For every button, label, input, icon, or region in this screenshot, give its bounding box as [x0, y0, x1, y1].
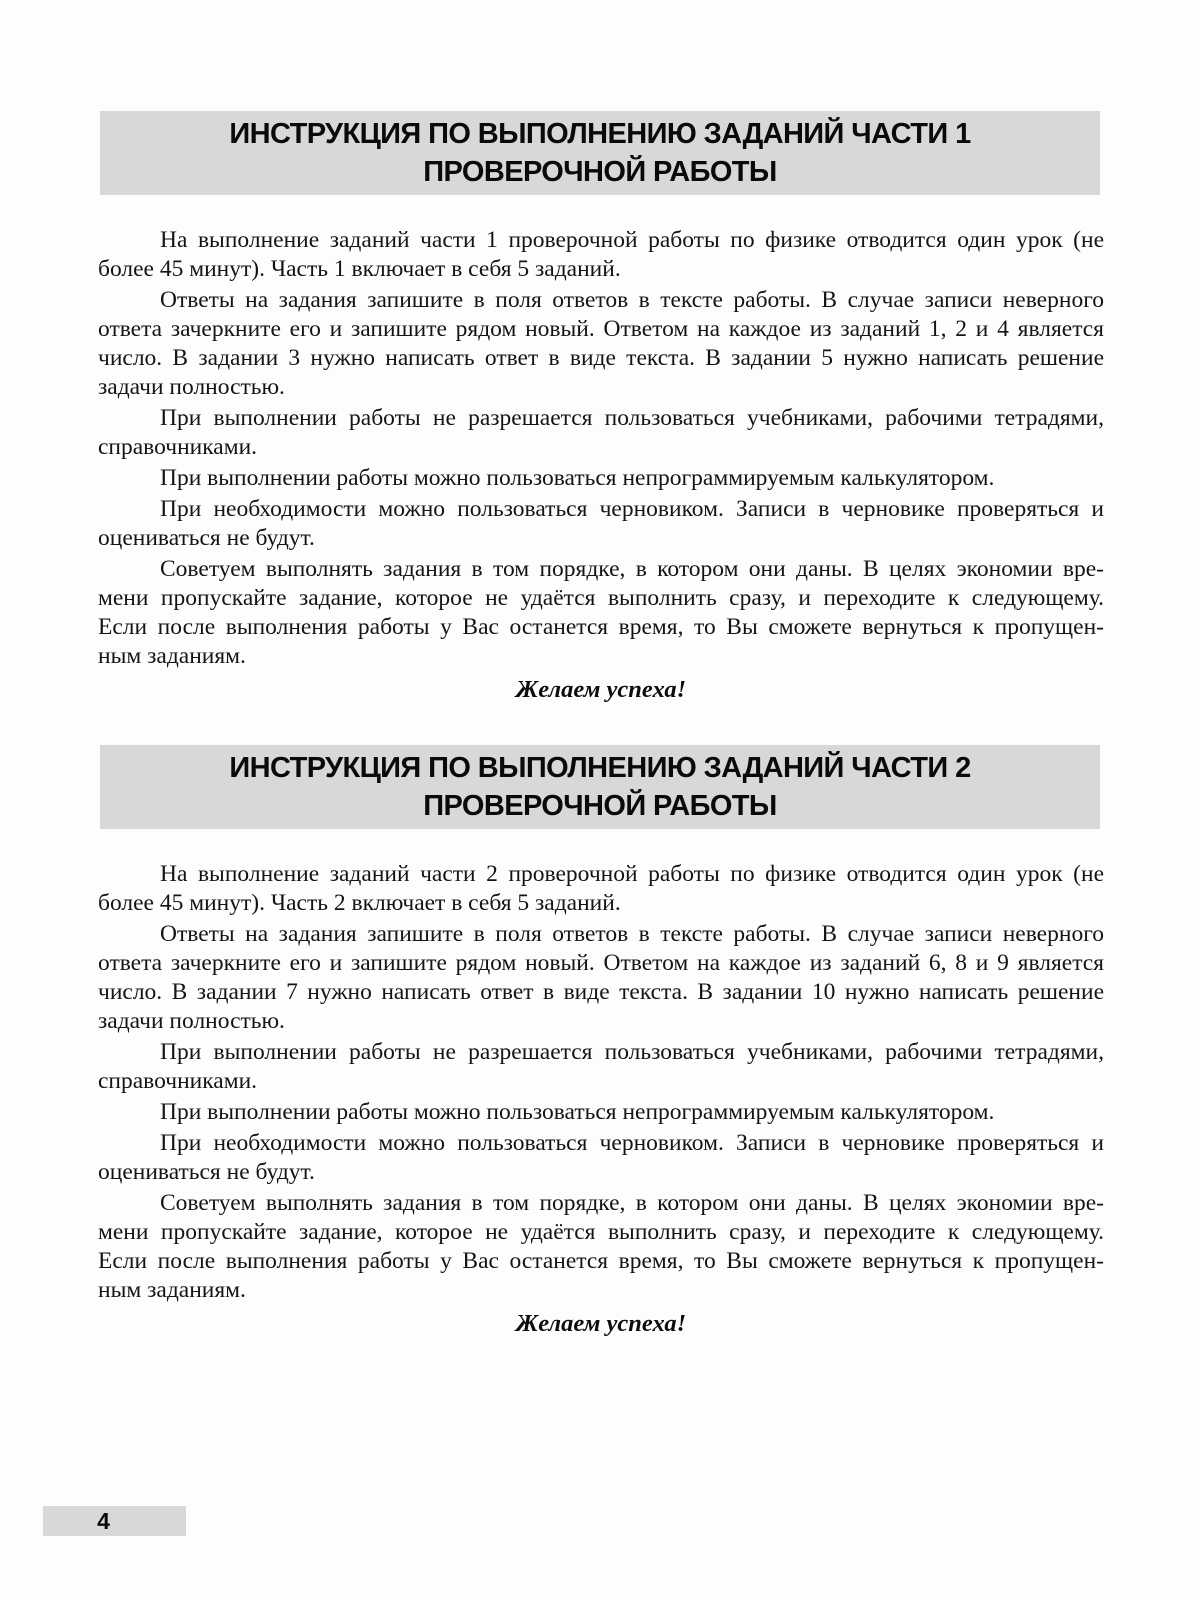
paragraph-line: более 45 минут). Часть 2 включает в себя 5 заданий. — [98, 890, 621, 916]
paragraph-line: Советуем выполнять задания в том порядке, в котором они даны. В целях экономии вре- — [160, 556, 1104, 582]
paragraph-line: При необходимости можно пользоваться черновиком. Записи в черновике проверяться и — [160, 1130, 1104, 1156]
instruction-section-part-1 — [0, 111, 1200, 704]
paragraph-line: задачи полностью. — [98, 1008, 285, 1034]
section-heading-line: ПРОВЕРОЧНОЙ РАБОТЫ — [423, 790, 777, 822]
page-number: 4 — [97, 1507, 110, 1534]
paragraph — [98, 860, 1104, 918]
paragraph-line: Если после выполнения работы у Вас останется время, то Вы сможете вернуться к пропущен- — [98, 614, 1104, 640]
paragraph-line: число. В задании 3 нужно написать ответ в виде текста. В задании 5 нужно написать решение — [98, 345, 1104, 371]
paragraph-line: На выполнение заданий части 1 проверочной работы по физике отводится один урок (не — [160, 227, 1104, 253]
paragraph-line: ным заданиям. — [98, 643, 246, 669]
paragraph-line: При выполнении работы не разрешается пользоваться учебниками, рабочими тетрадями, — [160, 1039, 1104, 1065]
section-heading-banner — [100, 111, 1100, 195]
paragraph — [98, 226, 1104, 284]
paragraph-line: Советуем выполнять задания в том порядке, в котором они даны. В целях экономии вре- — [160, 1190, 1104, 1216]
paragraph-line: При необходимости можно пользоваться черновиком. Записи в черновике проверяться и — [160, 496, 1104, 522]
paragraph — [98, 464, 1104, 493]
paragraph-line: мени пропускайте задание, которое не удаётся выполнить сразу, и переходите к следующему. — [98, 1219, 1104, 1245]
paragraph-line: число. В задании 7 нужно написать ответ в виде текста. В задании 10 нужно написать решение — [98, 979, 1104, 1005]
section-body-text — [98, 226, 1104, 704]
section-heading-line: ИНСТРУКЦИЯ ПО ВЫПОЛНЕНИЮ ЗАДАНИЙ ЧАСТИ 1 — [229, 118, 971, 150]
paragraph-line: мени пропускайте задание, которое не удаётся выполнить сразу, и переходите к следующему. — [98, 585, 1104, 611]
paragraph-line: Ответы на задания запишите в поля ответов в тексте работы. В случае записи неверного — [160, 921, 1104, 947]
instructions-content — [0, 111, 1200, 1338]
paragraph-line: оцениваться не будут. — [98, 1159, 315, 1185]
paragraph — [98, 920, 1104, 1036]
paragraph — [98, 1098, 1104, 1127]
paragraph-line: более 45 минут). Часть 1 включает в себя 5 заданий. — [98, 256, 621, 282]
closing-wish: Желаем успеха! — [515, 1310, 687, 1337]
closing-wish: Желаем успеха! — [515, 676, 687, 703]
paragraph-line: Если после выполнения работы у Вас останется время, то Вы сможете вернуться к пропущен- — [98, 1248, 1104, 1274]
paragraph-line: справочниками. — [98, 1068, 258, 1094]
paragraph-line: ответа зачеркните его и запишите рядом новый. Ответом на каждое из заданий 6, 8 и 9 является — [98, 950, 1104, 976]
instruction-section-part-2 — [0, 745, 1200, 1338]
paragraph-line: На выполнение заданий части 2 проверочной работы по физике отводится один урок (не — [160, 861, 1104, 887]
section-heading-line: ПРОВЕРОЧНОЙ РАБОТЫ — [423, 156, 777, 188]
section-heading-banner — [100, 745, 1100, 829]
paragraph — [98, 1189, 1104, 1305]
section-body-text — [98, 860, 1104, 1338]
paragraph — [98, 1129, 1104, 1187]
paragraph-line: Ответы на задания запишите в поля ответов в тексте работы. В случае записи неверного — [160, 287, 1104, 313]
paragraph-line: При выполнении работы можно пользоваться непрограммируемым калькулятором. — [160, 465, 995, 491]
paragraph-line: ным заданиям. — [98, 1277, 246, 1303]
paragraph — [98, 555, 1104, 671]
paragraph — [98, 286, 1104, 402]
paragraph — [98, 404, 1104, 462]
page-number-box — [43, 1506, 186, 1536]
paragraph-line: При выполнении работы не разрешается пользоваться учебниками, рабочими тетрадями, — [160, 405, 1104, 431]
paragraph-line: справочниками. — [98, 434, 258, 460]
paragraph-line: задачи полностью. — [98, 374, 285, 400]
paragraph — [98, 1038, 1104, 1096]
paragraph-line: ответа зачеркните его и запишите рядом новый. Ответом на каждое из заданий 1, 2 и 4 является — [98, 316, 1104, 342]
paragraph — [98, 495, 1104, 553]
section-heading-line: ИНСТРУКЦИЯ ПО ВЫПОЛНЕНИЮ ЗАДАНИЙ ЧАСТИ 2 — [229, 752, 971, 784]
paragraph-line: При выполнении работы можно пользоваться непрограммируемым калькулятором. — [160, 1099, 995, 1125]
paragraph-line: оцениваться не будут. — [98, 525, 315, 551]
